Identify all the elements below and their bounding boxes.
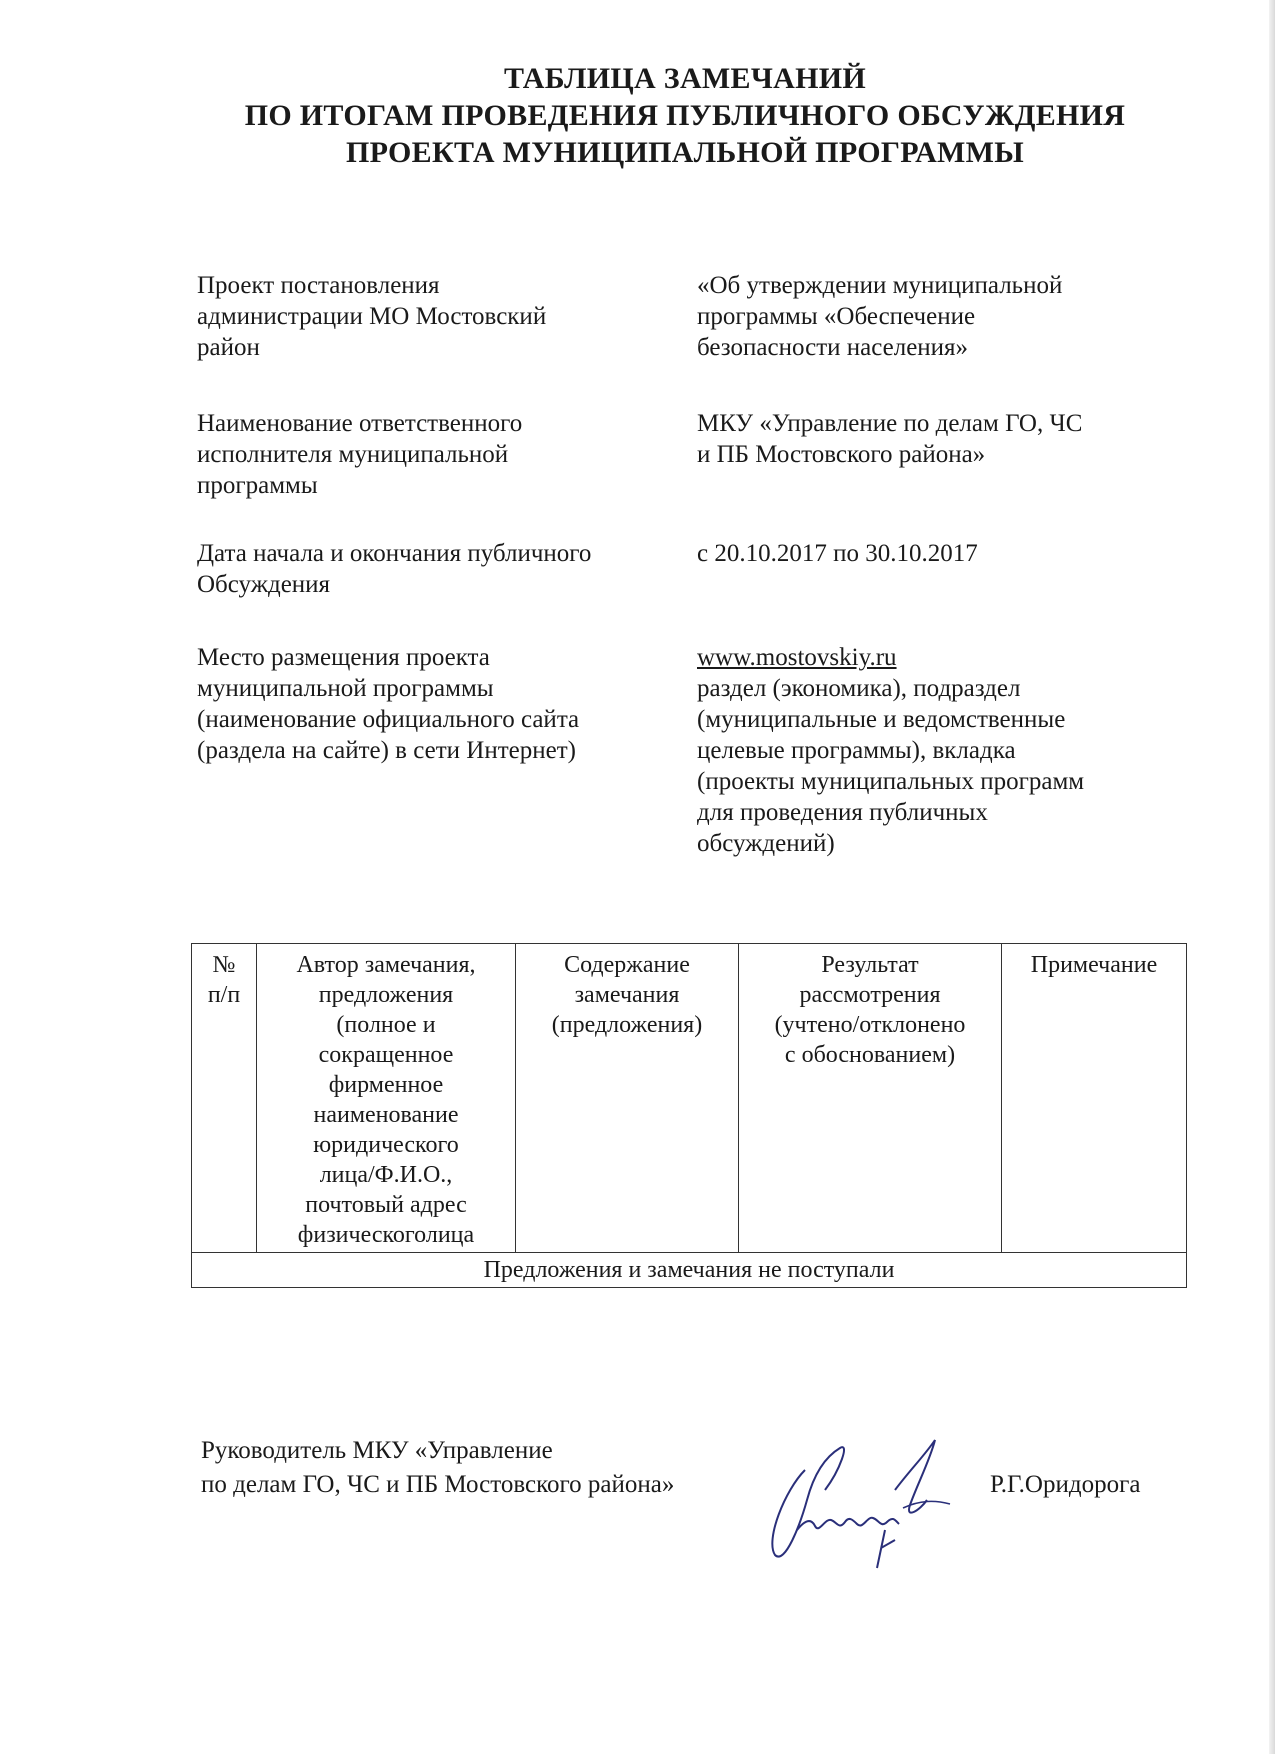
website-link[interactable]: www.mostovskiy.ru <box>697 644 897 671</box>
project-value: «Об утверждении муниципальной программы «Обеспечение безопасности населения» <box>697 272 1063 361</box>
title-line-3: ПРОЕКТА МУНИЦИПАЛЬНОЙ ПРОГРАММЫ <box>345 136 1025 169</box>
project-label: Проект постановления администрации МО Мостовский район <box>197 272 547 361</box>
signatory-name: Р.Г.Оридорога <box>990 1471 1141 1498</box>
handwritten-signature <box>745 1430 970 1580</box>
header-number: № п/п <box>192 944 257 1253</box>
no-remarks-cell: Предложения и замечания не поступали <box>192 1253 1187 1288</box>
executor-label: Наименование ответственного исполнителя муниципальной программы <box>197 410 523 499</box>
table-row <box>192 1253 1187 1288</box>
place-label: Место размещения проекта муниципальной программы (наименование официального сайта (раздела на сайте) в сети Интернет) <box>197 644 580 764</box>
document-title <box>190 60 1180 171</box>
signatory-position: Руководитель МКУ «Управление по делам ГО, ЧС и ПБ Мостовского района» <box>201 1437 675 1498</box>
header-note: Примечание <box>1002 944 1187 1253</box>
executor-value: МКУ «Управление по делам ГО, ЧС и ПБ Мостовского района» <box>697 410 1083 468</box>
title-line-1: ТАБЛИЦА ЗАМЕЧАНИЙ <box>503 62 867 95</box>
header-author: Автор замечания, предложения (полное и сокращенное фирменное наименование юридического лица/Ф.И.О., почтовый адрес физическоголица <box>257 944 516 1253</box>
header-content: Содержание замечания (предложения) <box>516 944 739 1253</box>
remarks-table <box>191 943 1187 1288</box>
table-header-row <box>192 944 1187 1253</box>
title-line-2: ПО ИТОГАМ ПРОВЕДЕНИЯ ПУБЛИЧНОГО ОБСУЖДЕНИЯ <box>244 99 1126 132</box>
place-value: www.mostovskiy.ru раздел (экономика), подраздел (муниципальные и ведомственные целевые программы), вкладка (проекты муниципальных программ для проведения публичных обсуждений) <box>697 642 1167 859</box>
dates-value: с 20.10.2017 по 30.10.2017 <box>697 540 978 567</box>
page-edge <box>1269 0 1275 1754</box>
header-result: Результат рассмотрения (учтено/отклонено с обоснованием) <box>739 944 1002 1253</box>
dates-label: Дата начала и окончания публичного Обсуждения <box>197 540 592 598</box>
